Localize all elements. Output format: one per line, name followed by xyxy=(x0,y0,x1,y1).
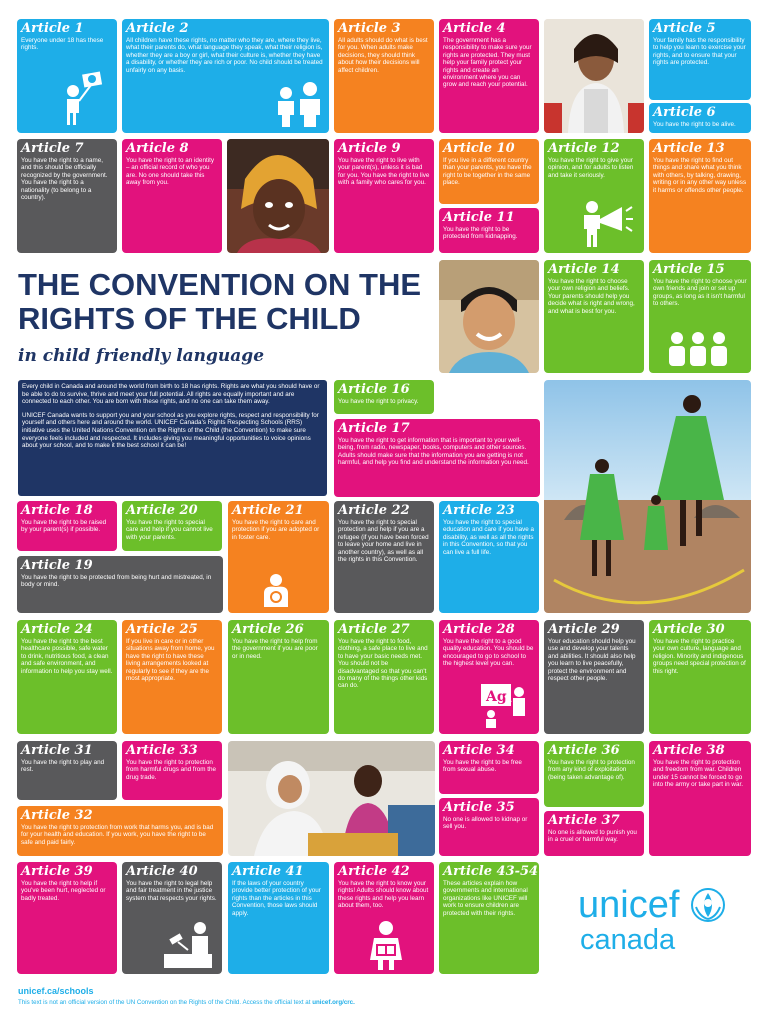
article-title: Article 9 xyxy=(338,141,401,156)
article-text: If you live in care or in other situations away from home, you have the right to have these living arrangements looked at regularly to see if they are the most appropriate. xyxy=(126,638,215,683)
article-text: You have the right to get information that is important to your well-being, from radio, newspaper, books, computers and other sources. Adults should make sure that the information you are getting is not harmful, and help you find and understand the information you need. xyxy=(338,437,529,467)
article-18-tile xyxy=(17,501,117,551)
parent-holding-child-icon xyxy=(258,573,294,609)
article-8-tile xyxy=(122,139,222,253)
article-text: No one is allowed to kidnap or sell you. xyxy=(443,816,528,831)
article-16-tile xyxy=(334,380,434,414)
article-text: You have the right to choose your own religion and beliefs. Your parents should help you decide what is right and wrong, and what is best for you. xyxy=(548,278,635,315)
article-22-tile xyxy=(334,501,434,613)
article-text: Everyone under 18 has these rights. xyxy=(21,37,104,52)
unicef-globe-icon xyxy=(690,887,726,923)
article-41-tile xyxy=(228,862,329,974)
footer-disclaimer-text: This text is not an official version of the UN Convention on the Rights of the Child. Access the official text at xyxy=(18,999,311,1006)
article-31-tile xyxy=(17,741,117,800)
article-32-tile xyxy=(17,806,223,856)
page-subtitle: in child friendly language xyxy=(18,346,265,366)
article-text: If the laws of your country provide better protection of your rights than the articles in this Convention, those laws should apply. xyxy=(232,880,321,917)
article-title: Article 5 xyxy=(653,21,716,36)
article-text: Your education should help you use and develop your talents and abilities. It should also help you learn to live peacefully, protect the environment and respect other people. xyxy=(548,638,636,683)
article-23-tile xyxy=(439,501,539,613)
article-3-tile xyxy=(334,19,434,133)
article-19-tile xyxy=(17,556,223,613)
article-title: Article 35 xyxy=(443,800,515,815)
article-35-tile xyxy=(439,798,539,856)
article-title: Article 1 xyxy=(21,21,84,36)
article-text: You have the right to know your rights! Adults should know about these rights and help you learn about them, too. xyxy=(338,880,429,910)
article-text: You have the right to give your opinion, and for adults to listen and take it seriously. xyxy=(548,157,634,179)
article-title: Article 17 xyxy=(338,421,410,436)
article-title: Article 10 xyxy=(443,141,515,156)
group-of-friends-icon xyxy=(663,330,733,366)
article-30-tile xyxy=(649,620,751,734)
article-title: Article 3 xyxy=(338,21,401,36)
article-title: Article 31 xyxy=(21,743,93,758)
unicef-canada-logo xyxy=(578,885,726,955)
article-text: You have the right to privacy. xyxy=(338,398,419,405)
article-title: Article 33 xyxy=(126,743,198,758)
article-6-tile xyxy=(649,103,751,133)
article-text: The government has a responsibility to make sure your rights are protected. They must help your family protect your rights and create an environment where you can grow and reach your potential. xyxy=(443,37,532,89)
article-title: Article 23 xyxy=(443,503,515,518)
article-24-tile xyxy=(17,620,117,734)
article-36-tile xyxy=(544,741,644,807)
article-text: All adults should do what is best for you. When adults make decisions, they should think about how their decisions will affect children. xyxy=(338,37,428,74)
photo-children-painting xyxy=(228,741,435,856)
article-43-54-tile xyxy=(439,862,539,974)
article-42-tile xyxy=(334,862,434,974)
article-text: If you live in a different country than your parents, you have the right to be together in the same place. xyxy=(443,157,532,187)
article-title: Article 37 xyxy=(548,813,620,828)
article-text: All children have these rights, no matter who they are, where they live, what their parents do, what language they speak, what their religion is, whether they are a boy or girl, what their culture is, whether they have a disability, or whether they are rich or poor. No child should be treated unfairly on any basis. xyxy=(126,37,323,74)
article-title: Article 38 xyxy=(653,743,725,758)
article-title: Article 15 xyxy=(653,262,725,277)
article-text: You have the right to protection from any kind of exploitation (being taken advantage of). xyxy=(548,759,635,781)
article-text: You have the right to the best healthcare possible, safe water to drink, nutritious food, a clean and safe environment, and information to help you stay well. xyxy=(21,638,113,675)
article-title: Article 22 xyxy=(338,503,410,518)
article-title: Article 24 xyxy=(21,622,93,637)
article-14-tile xyxy=(544,260,644,373)
article-title: Article 26 xyxy=(232,622,304,637)
article-title: Article 6 xyxy=(653,105,716,120)
photo-child-headscarf xyxy=(227,139,329,253)
article-title: Article 41 xyxy=(232,864,304,879)
article-title: Article 8 xyxy=(126,141,189,156)
article-text: You have the right to food, clothing, a safe place to live and to have your basic needs met. You should not be disadvantaged so that you can't do many of the things other kids can do. xyxy=(338,638,428,690)
article-title: Article 30 xyxy=(653,622,725,637)
article-title: Article 14 xyxy=(548,262,620,277)
article-text: You have the right to practice your own culture, language and religion. Minority and indigenous groups need special protection of this right. xyxy=(653,638,746,675)
article-1-tile xyxy=(17,19,117,133)
article-text: You have the right to care and protection if you are adopted or in foster care. xyxy=(232,519,320,541)
article-7-tile xyxy=(17,139,117,253)
svg-text:Ag: Ag xyxy=(486,689,507,705)
photo-smiling-boy xyxy=(439,260,539,373)
article-4-tile xyxy=(439,19,539,133)
article-title: Article 2 xyxy=(126,21,189,36)
article-title: Article 25 xyxy=(126,622,198,637)
article-title: Article 12 xyxy=(548,141,620,156)
article-text: You have the right to be free from sexual abuse. xyxy=(443,759,522,774)
article-text: You have the right to help if you've been hurt, neglected or badly treated. xyxy=(21,880,106,902)
page-title: THE CONVENTION ON THE RIGHTS OF THE CHILD xyxy=(18,267,422,336)
intro-paragraph-2: UNICEF Canada wants to support you and your school as you explore rights, respect and responsibility for yourself and others here and around the world. UNICEF Canada's Rights Respecting Schools (RRS) initiative uses the United Nations Convention on the Rights of the Child (the Convention) to make sure everyone feels included and respected. It includes giving you meaningful opportunities to voice opinions about your school, and to make it the best school it can be! xyxy=(22,411,319,450)
article-28-tile xyxy=(439,620,539,734)
article-text: You have the right to special protection and help if you are a refugee (if you have been forced to leave your home and live in another country), as well as all the rights in this Convention. xyxy=(338,519,429,564)
intro-paragraph-1: Every child in Canada and around the world from birth to 18 has rights. Rights are what you should have or be able to do to survive, thrive and meet your full potential. All rights are equally important and are connected to each other. You are born with these rights, and no one can take them away. xyxy=(22,383,320,406)
article-5-tile xyxy=(649,19,751,100)
article-title: Article 40 xyxy=(126,864,198,879)
article-text: You have the right to choose your own friends and join or set up groups, as long as it isn't harmful to others. xyxy=(653,278,747,308)
article-title: Article 27 xyxy=(338,622,410,637)
article-title: Article 28 xyxy=(443,622,515,637)
article-9-tile xyxy=(334,139,434,253)
article-title: Article 34 xyxy=(443,743,515,758)
article-2-tile xyxy=(122,19,329,133)
article-33-tile xyxy=(122,741,222,800)
article-15-tile xyxy=(649,260,751,373)
article-title: Article 19 xyxy=(21,558,93,573)
article-11-tile xyxy=(439,208,539,253)
article-text: You have the right to protection from harmful drugs and from the drug trade. xyxy=(126,759,216,781)
article-39-tile xyxy=(17,862,117,974)
unicef-wordmark: unicef xyxy=(578,885,726,925)
article-text: You have the right to legal help and fair treatment in the justice system that respects your rights. xyxy=(126,880,217,902)
article-27-tile xyxy=(334,620,434,734)
article-10-tile xyxy=(439,139,539,204)
article-text: You have the right to protection and freedom from war. Children under 15 cannot be forced to go into the army or take part in war. xyxy=(653,759,743,789)
article-title: Article 20 xyxy=(126,503,198,518)
article-text: You have the right to a good quality education. You should be encouraged to go to school to the highest level you can. xyxy=(443,638,534,668)
article-21-tile xyxy=(228,501,329,613)
article-text: You have the right to play and rest. xyxy=(21,759,105,774)
canada-wordmark: canada xyxy=(580,924,676,956)
article-37-tile xyxy=(544,811,644,856)
article-title: Article 7 xyxy=(21,141,84,156)
footer-url-link[interactable]: unicef.ca/schools xyxy=(18,986,94,996)
article-text: Your family has the responsibility to help you learn to exercise your rights, and to ensure that your rights are protected. xyxy=(653,37,746,67)
article-text: You have the right to help from the government if you are poor or in need. xyxy=(232,638,318,660)
article-text: You have the right to special education and care if you have a disability, as well as all the rights in this Convention, so that you can live a full life. xyxy=(443,519,535,556)
two-people-icon xyxy=(272,81,324,129)
article-title: Article 43-54 xyxy=(443,864,539,879)
judge-gavel-icon xyxy=(160,918,216,970)
flag-child-icon xyxy=(57,71,107,127)
article-title: Article 11 xyxy=(443,210,515,225)
article-title: Article 42 xyxy=(338,864,410,879)
article-text: You have the right to a name, and this should be officially recognized by the government. You have the right to a nationality (to belong to a country). xyxy=(21,157,108,202)
article-text: You have the right to find out things and share what you think with others, by talking, drawing, writing or in any other way unless it harms or offends other people. xyxy=(653,157,747,194)
article-text: You have the right to special care and help if you cannot live with your parents. xyxy=(126,519,213,541)
article-title: Article 39 xyxy=(21,864,93,879)
article-20-tile xyxy=(122,501,222,551)
article-text: No one is allowed to punish you in a cruel or harmful way. xyxy=(548,829,637,844)
article-12-tile xyxy=(544,139,644,253)
article-26-tile xyxy=(228,620,329,734)
article-title: Article 21 xyxy=(232,503,304,518)
article-25-tile xyxy=(122,620,222,734)
article-title: Article 13 xyxy=(653,141,725,156)
article-text: You have the right to be raised by your parent(s) if possible. xyxy=(21,519,107,534)
child-with-book-icon xyxy=(366,920,406,970)
article-text: You have the right to be alive. xyxy=(653,121,736,128)
article-text: You have the right to an identity – an official record of who you are. No one should take this away from you. xyxy=(126,157,214,187)
article-17-tile xyxy=(334,419,540,497)
article-title: Article 36 xyxy=(548,743,620,758)
article-text: You have the right to live with your parent(s), unless it is bad for you. You have the right to live with a family who cares for you. xyxy=(338,157,430,187)
article-text: You have the right to be protected from kidnapping. xyxy=(443,226,518,241)
article-title: Article 16 xyxy=(338,382,410,397)
article-text: These articles explain how governments and international organizations like UNICEF will work to ensure children are protected with their rights. xyxy=(443,880,528,917)
article-title: Article 32 xyxy=(21,808,93,823)
article-text: You have the right to be protected from being hurt and mistreated, in body or mind. xyxy=(21,574,212,589)
article-title: Article 18 xyxy=(21,503,93,518)
intro-box xyxy=(18,380,327,496)
footer-disclaimer xyxy=(18,999,355,1006)
article-13-tile xyxy=(649,139,751,253)
article-title: Article 4 xyxy=(443,21,506,36)
megaphone-child-icon xyxy=(578,197,634,249)
article-38-tile xyxy=(649,741,751,856)
photo-girls-jumping-rope xyxy=(544,380,751,613)
article-text: You have the right to protection from work that harms you, and is bad for your health and education. If you work, you have the right to be safe and paid fairly. xyxy=(21,824,214,846)
photo-girl-with-braids xyxy=(544,19,644,133)
classroom-teacher-icon xyxy=(477,682,529,728)
article-34-tile xyxy=(439,741,539,794)
article-40-tile xyxy=(122,862,222,974)
article-29-tile xyxy=(544,620,644,734)
official-text-link[interactable]: unicef.org/crc. xyxy=(312,999,355,1006)
article-title: Article 29 xyxy=(548,622,620,637)
